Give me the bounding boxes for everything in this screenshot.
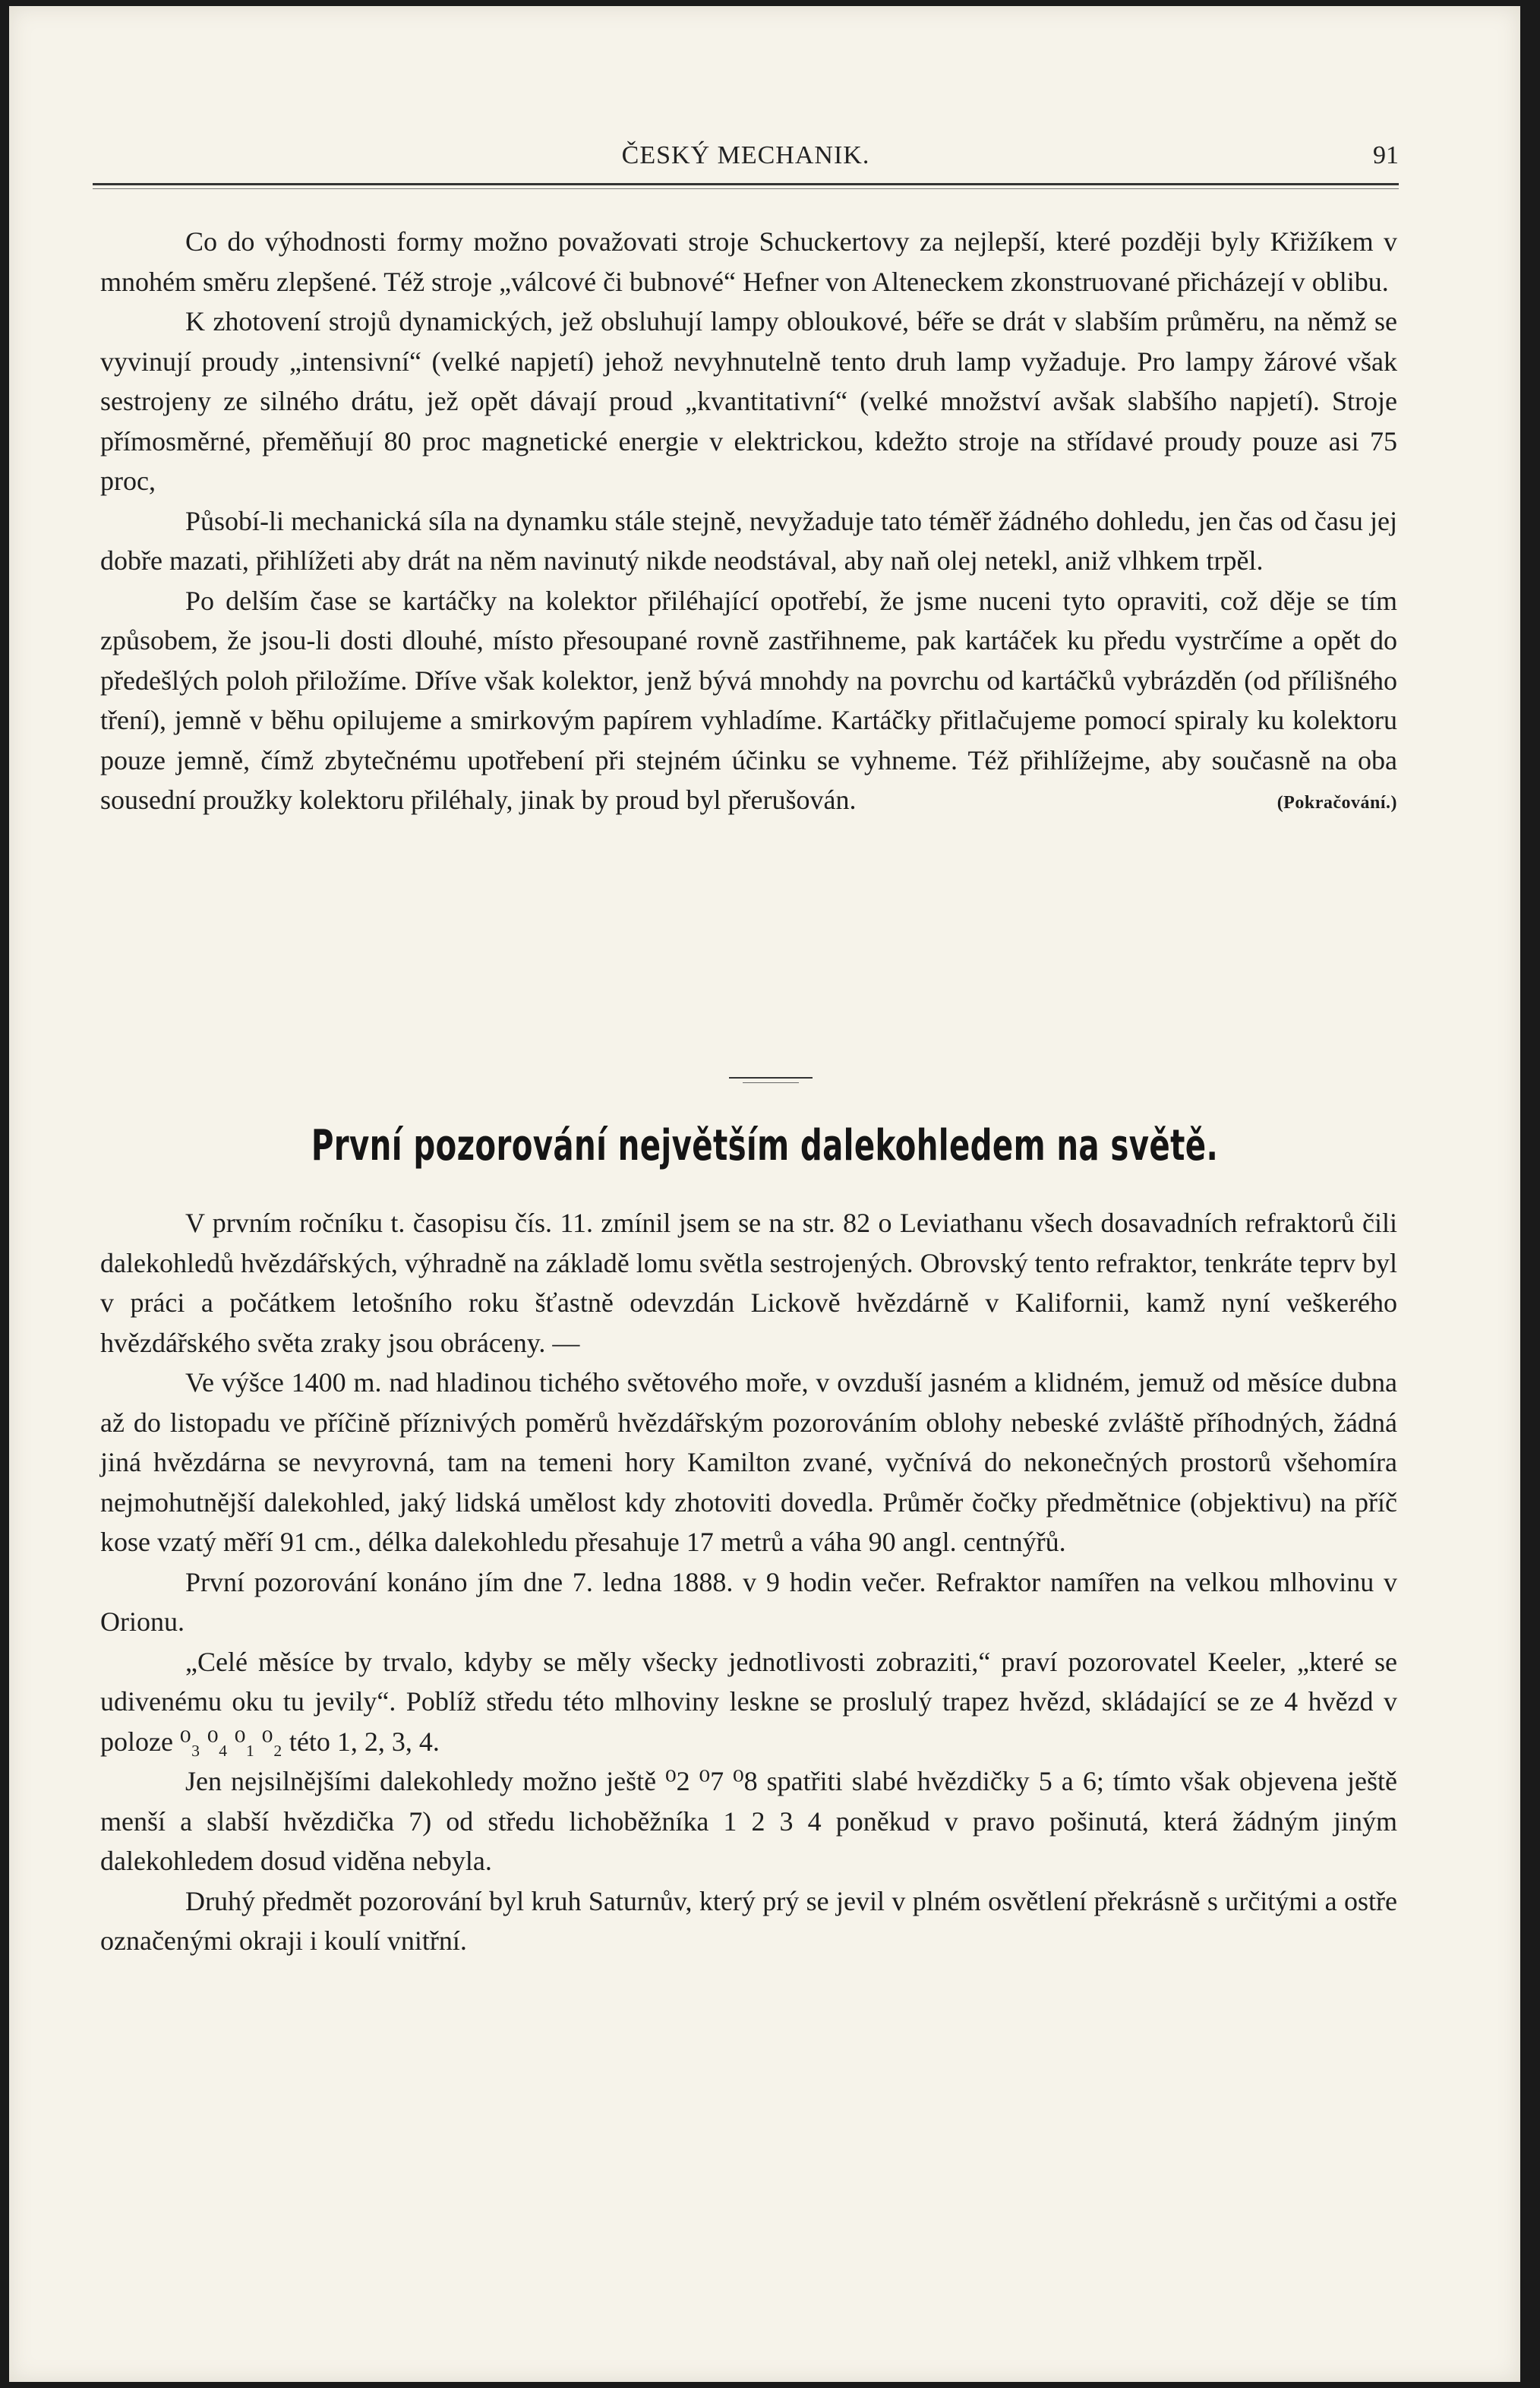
article-body xyxy=(100,1203,1397,1961)
page-number: 91 xyxy=(1373,141,1399,169)
continuation-mark: (Pokračování.) xyxy=(1276,793,1397,813)
section-separator xyxy=(729,1077,813,1079)
paragraph: „Celé měsíce by trvalo, kdyby se měly všecky jednotlivosti zobraziti,“ praví pozorovatel Keeler, „které se udivenému oku tu jevily“. Poblíž středu této mlhoviny leskne se proslulý trapez hvězd, skládající se ze 4 hvězd v poloze ⁰₃ ⁰₄ ⁰₁ ⁰₂ této 1, 2, 3, 4. xyxy=(100,1646,1397,1757)
paragraph-text: Po delším čase se kartáčky na kolektor přiléhající opotřebí, že jsme nuceni tyto opraviti, což děje se tím způsobem, že jsou-li dosti dlouhé, místo přesoupané rovně zastřihneme, pak kartáček ku předu vystrčíme a opět do předešlých poloh přiložíme. Dříve však kolektor, jenž bývá mnohdy na povrchu od kartáčků vybrázděn (od přílišného tření), jemně v běhu opilujeme a smirkovým papírem vyhladíme. Kartáčky přitlačujeme pomocí spiraly ku kolektoru pouze jemně, čímž zbytečnému upotřebení při stejném účinku se vyhneme. Též přihlížejme, aby současně na oba sousední proužky kolektoru přiléhaly, jinak by proud byl přerušován. xyxy=(100,585,1397,815)
paragraph: Co do výhodnosti formy možno považovati stroje Schuckertovy za nejlepší, které později byly Křižíkem v mnohém směru zlepšené. Též stroje „válcové či bubnové“ Hefner von Alteneckem zkonstruované přicházejí v oblibu. xyxy=(100,226,1397,297)
paragraph: Ve výšce 1400 m. nad hladinou tichého světového moře, v ovzduší jasném a klidném, jemuž od měsíce dubna až do listopadu ve příčině příznivých poměrů hvězdářským pozorováním oblohy nebeské zvláště příhodných, žádná jiná hvězdárna se nevyrovná, tam na temeni hory Kamilton zvané, vyčnívá do nekonečných prostorů všehomíra nejmohutnější dalekohled, jaký lidská umělost kdy zhotoviti dovedla. Průměr čočky předmětnice (objektivu) na příč kose vzatý měří 91 cm., délka dalekohledu přesahuje 17 metrů a váha 90 angl. centnýřů. xyxy=(100,1367,1397,1557)
running-title: ČESKÝ MECHANIK. xyxy=(621,141,870,169)
paragraph: Druhý předmět pozorování byl kruh Saturnův, který prý se jevil v plném osvětlení překrásně s určitými a ostře označenými okraji i koulí vnitřní. xyxy=(100,1885,1397,1956)
article-heading: První pozorování největším dalekohledem na světě. xyxy=(311,1121,1219,1170)
header-rule xyxy=(93,183,1399,185)
paragraph: V prvním ročníku t. časopisu čís. 11. zmínil jsem se na str. 82 o Leviathanu všech dosavadních refraktorů čili dalekohledů hvězdářských, výhradně na základě lomu světla sestrojených. Obrovský tento refraktor, tenkráte teprv byl v práci a počátkem letošního roku šťastně odevzdán Lickově hvězdárně v Kalifornii, kamž nyní veškerého hvězdářského světa zraky jsou obráceny. — xyxy=(100,1208,1397,1358)
page-header xyxy=(93,141,1399,179)
paragraph: Jen nejsilnějšími dalekohledy možno ještě ⁰2 ⁰7 ⁰8 spatřiti slabé hvězdičky 5 a 6; tímto však objevena ještě menší a slabší hvězdička 7) od středu lichoběžníka 1 2 3 4 poněkud v pravo pošinutá, která žádným jiným dalekohledem dosud viděna nebyla. xyxy=(100,1766,1397,1876)
section-continued-text xyxy=(100,222,1397,823)
paragraph-with-continuation xyxy=(100,581,1397,820)
book-page xyxy=(9,6,1520,2382)
paragraph: K zhotovení strojů dynamických, jež obsluhují lampy obloukové, béře se drát v slabším průměru, na němž se vyvinují proudy „intensivní“ (velké napjetí) jehož nevyhnutelně tento druh lamp vyžaduje. Pro lampy žárové však sestrojeny ze silného drátu, jež opět dávají proud „kvantitativní“ (velké množství avšak slabšího napjetí). Stroje přímosměrné, přeměňují 80 proc magnetické energie v elektrickou, kdežto stroje na střídavé proudy pouze asi 75 proc, xyxy=(100,306,1397,496)
paragraph: První pozorování konáno jím dne 7. ledna 1888. v 9 hodin večer. Refraktor namířen na velkou mlhovinu v Orionu. xyxy=(100,1566,1397,1637)
paragraph: Působí-li mechanická síla na dynamku stále stejně, nevyžaduje tato téměř žádného dohledu, jen čas od času jej dobře mazati, přihlížeti aby drát na něm navinutý nikde neodstával, aby naň olej netekl, aniž vlhkem trpěl. xyxy=(100,505,1397,576)
